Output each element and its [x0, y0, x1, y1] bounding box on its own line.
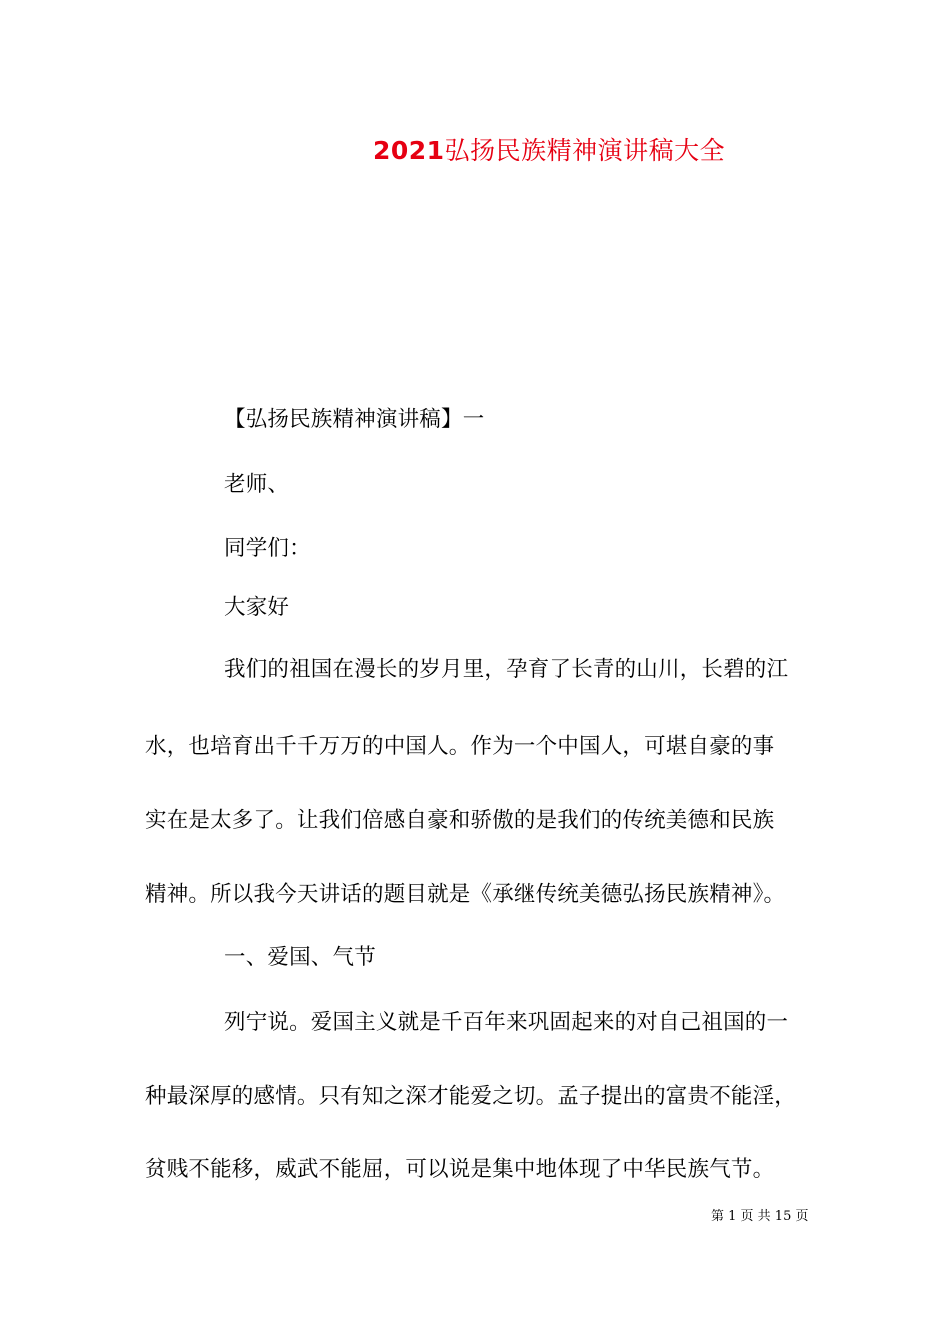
- page-number-footer: 第 1 页 共 15 页: [711, 1209, 809, 1224]
- title-text: 弘扬民族精神演讲稿大全: [444, 136, 726, 165]
- section-heading: 【弘扬民族精神演讲稿】一: [224, 407, 485, 432]
- paragraph-line: 种最深厚的感情。只有知之深才能爱之切。孟子提出的富贵不能淫，: [145, 1084, 797, 1109]
- paragraph-line: 水，也培育出千千万万的中国人。作为一个中国人，可堪自豪的事: [145, 734, 775, 759]
- page-title: [0, 133, 950, 169]
- paragraph-line: 贫贱不能移，威武不能屈，可以说是集中地体现了中华民族气节。: [145, 1157, 775, 1182]
- greeting-line: 同学们：: [224, 536, 311, 561]
- greeting-line: 老师、: [224, 472, 290, 497]
- greeting-line: 大家好: [224, 595, 290, 620]
- subsection-heading: 一、爱国、气节: [224, 945, 376, 970]
- title-year: 2021: [373, 136, 445, 165]
- paragraph-line: 精神。所以我今天讲话的题目就是《承继传统美德弘扬民族精神》。: [145, 882, 786, 907]
- paragraph-line: 列宁说。爱国主义就是千百年来巩固起来的对自己祖国的一: [224, 1010, 789, 1035]
- paragraph-line: 实在是太多了。让我们倍感自豪和骄傲的是我们的传统美德和民族: [145, 808, 775, 833]
- paragraph-line: 我们的祖国在漫长的岁月里，孕育了长青的山川，长碧的江: [224, 657, 789, 682]
